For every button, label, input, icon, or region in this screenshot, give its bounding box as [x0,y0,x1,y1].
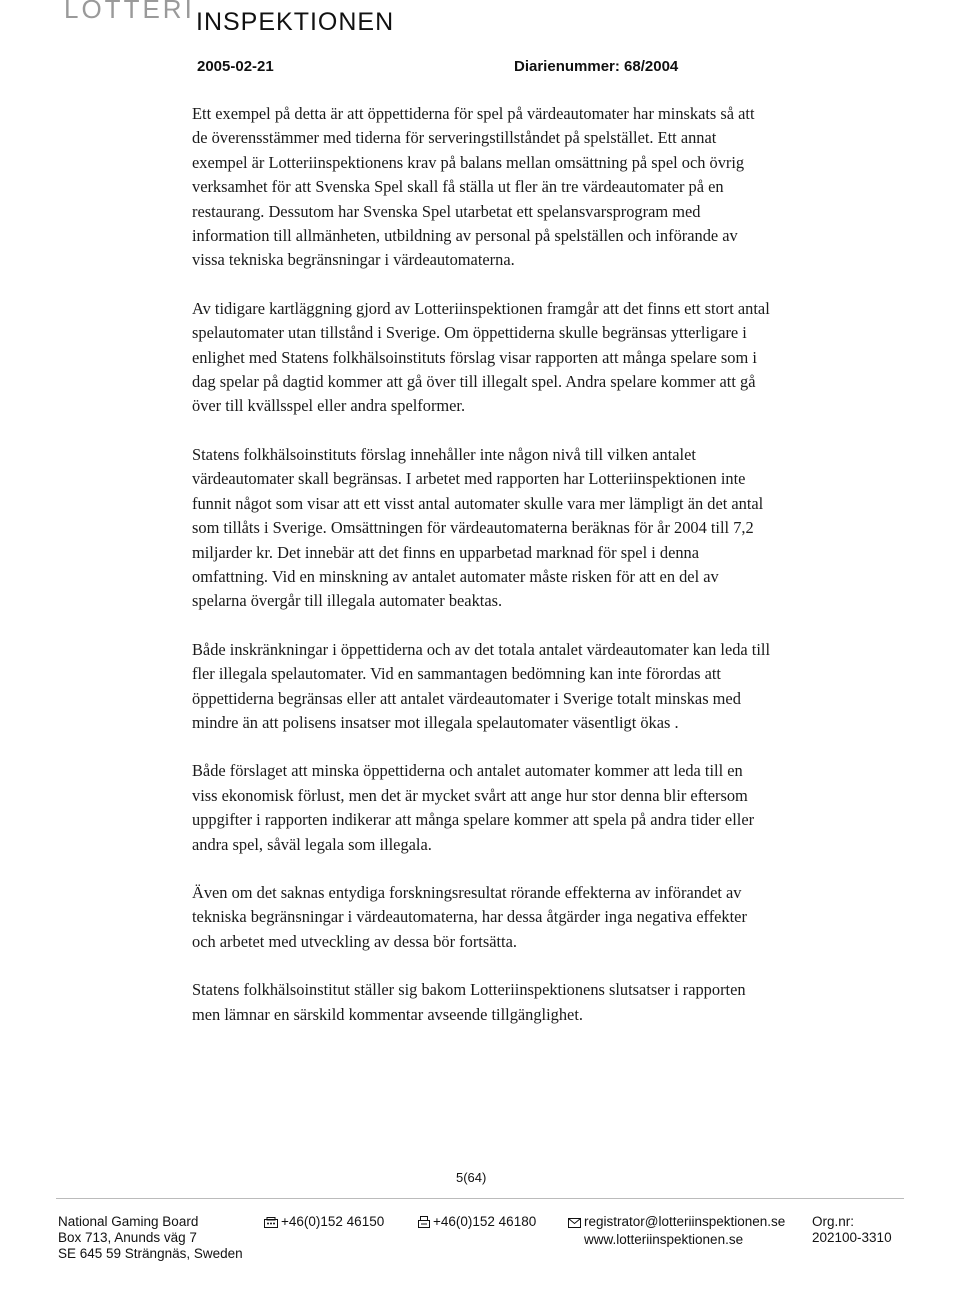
page-number: 5(64) [456,1170,487,1185]
footer-divider [56,1198,904,1199]
website-link[interactable]: www.lotteriinspektionen.se [584,1232,744,1247]
footer-contact [568,1214,785,1248]
footer-phone [264,1214,384,1232]
paragraph: Både förslaget att minska öppettiderna och antalet automater kommer att leda till en viss ekonomisk förlust, men det är mycket svårt att ange hur stor denna blir eftersom uppgifter i rapporten indikerar att många spelare kommer att spela på andra tider eller andra spel, såväl legala som illegala. [192,761,755,854]
paragraph: Av tidigare kartläggning gjord av Lotteriinspektionen framgår att det finns ett stort antal spelautomater utan tillstånd i Sverige. Om öppettiderna skulle begränsas ytterligare i enlighet med Statens folkhälsoinstituts förslag visar rapporten att många spelare som i dag spelar på dagtid kommer att gå över till illegalt spel. Andra spelare kommer att gå över till kvällsspel eller andra spelformer. [192,298,770,416]
fax-icon [418,1216,430,1232]
email-link[interactable]: registrator@lotteriinspektionen.se [584,1214,786,1229]
fax-number: +46(0)152 46180 [433,1214,537,1229]
paragraph: Ett exempel på detta är att öppettiderna för spel på värdeautomater har minskats så att de överensstämmer med tiderna för serveringstillståndet på spelstället. Ett annat exempel är Lotteriinspektionens krav på balans mellan omsättning på spel och övrig verksamhet för att Svenska Spel skall få ställa ut fler än tre värdeautomater på en restaurang. Dessutom har Svenska Spel utarbetat ett spelansvarsprogram med information till allmänheten, utbildning av personal på spelställen och införande av vissa tekniska begränsningar i värdeautomaterna. [192,104,755,270]
body-text [192,102,772,1051]
footer-address [58,1214,243,1262]
envelope-icon [568,1216,581,1232]
footer-fax [418,1214,536,1232]
org-number: 202100-3310 [812,1230,892,1245]
org-label: Org.nr: [812,1214,855,1229]
phone-icon [264,1216,278,1232]
footer-org [812,1214,892,1246]
address-line: Box 713, Anunds väg 7 [58,1230,197,1245]
paragraph: Statens folkhälsoinstitut ställer sig bakom Lotteriinspektionens slutsatser i rapporten men lämnar en särskild kommentar avseende tillgänglighet. [192,980,746,1024]
address-line: SE 645 59 Strängnäs, Sweden [58,1246,243,1261]
logo-main-text: INSPEKTIONEN [196,8,395,36]
address-line: National Gaming Board [58,1214,199,1229]
document-date: 2005-02-21 [197,58,274,75]
paragraph: Även om det saknas entydiga forskningsresultat rörande effekterna av införandet av tekniska begränsningar i värdeautomaterna, har dessa åtgärder inga negativa effekter och arbetet med utveckling av dessa bör fortsätta. [192,882,747,951]
paragraph: Både inskränkningar i öppettiderna och av det totala antalet värdeautomater kan leda till fler illegala spelautomater. Vid en sammantagen bedömning kan inte förordas att öppettiderna begränsas eller att antalet värdeautomater i Sverige totalt minskas med mindre än att polisens insatser mot illegala spelautomater väsentligt ökas . [192,639,771,732]
phone-number: +46(0)152 46150 [281,1214,385,1229]
paragraph: Statens folkhälsoinstituts förslag innehåller inte någon nivå till vilken antalet värdeautomater skall begränsas. I arbetet med rapporten har Lotteriinspektionen inte funnit något som visar att ett visst antal automater skulle vara mer lämpligt än det antal som tillåts i Sverige. Omsättningen för värdeautomaterna beräknas för år 2004 till 7,2 miljarder kr. Det innebär att det finns en upparbetad marknad för spel i denna omfattning. Vid en minskning av antalet automater måste risken för att en del av spelarna övergår till illegala automater beaktas. [192,444,764,611]
diary-number: Diarienummer: 68/2004 [514,58,679,75]
logo-top-text: LOTTERI [64,0,195,24]
